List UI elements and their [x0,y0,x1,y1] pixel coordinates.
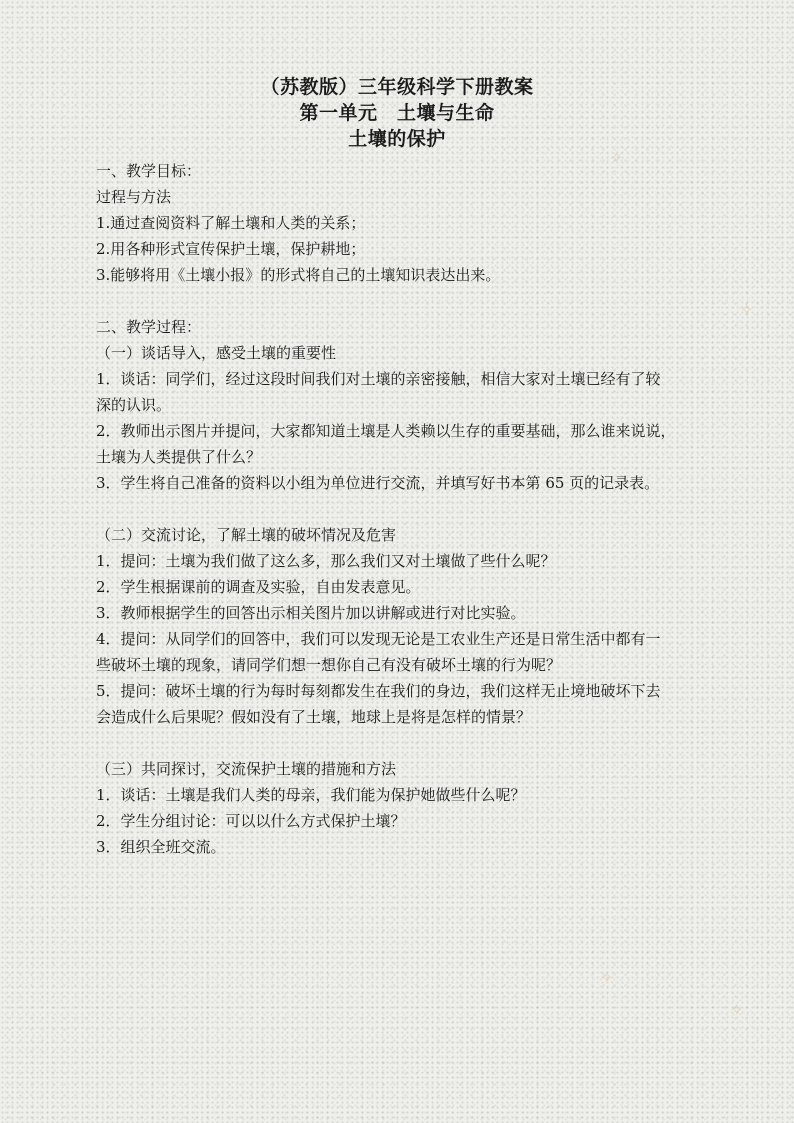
text-line: 1．谈话：同学们，经过这段时间我们对土壤的亲密接触，相信大家对土壤已经有了较 [96,370,661,388]
text-line: （二）交流讨论，了解土壤的破坏情况及危害 [96,526,397,544]
text-line: 4．提问：从同学们的回答中，我们可以发现无论是工农业生产还是日常生活中都有一 [96,630,661,648]
text-line: 2.用各种形式宣传保护土壤，保护耕地； [96,240,366,258]
watermark-mark: ✧ [610,148,624,167]
watermark-mark: ✧ [730,1000,744,1019]
text-line: 1.通过查阅资料了解土壤和人类的关系； [96,214,366,232]
text-line: 1．提问：土壤为我们做了这么多，那么我们又对土壤做了些什么呢？ [96,552,556,570]
text-line: 1．谈话：土壤是我们人类的母亲，我们能为保护她做些什么呢？ [96,786,526,804]
unit-title: 第一单元 土壤与生命 [299,102,495,124]
text-line: 2．学生分组讨论：可以以什么方式保护土壤？ [96,812,406,830]
text-line: （三）共同探讨，交流保护土壤的措施和方法 [96,760,397,778]
text-line: 些破坏土壤的现象，请同学们想一想你自己有没有破坏土壤的行为呢？ [96,656,562,674]
text-line: 2．教师出示图片并提问，大家都知道土壤是人类赖以生存的重要基础，那么谁来说说， [96,422,676,440]
text-line: 3．学生将自己准备的资料以小组为单位进行交流，并填写好书本第 65 页的记录表。 [96,474,660,492]
text-line: 土壤为人类提供了什么？ [96,448,262,466]
text-line: 5．提问：破坏土壤的行为每时每刻都发生在我们的身边，我们这样无止境地破坏下去 [96,682,661,700]
blank-line [96,496,706,522]
watermark-mark: ✧ [600,968,614,987]
blank-line [96,288,706,314]
text-line: 过程与方法 [96,188,172,206]
text-line: （一）谈话导入，感受土壤的重要性 [96,344,337,362]
title-block [0,74,794,152]
text-line: 会造成什么后果呢？假如没有了土壤，地球上是将是怎样的情景？ [96,708,532,726]
text-line: 3.能够将用《土壤小报》的形式将自己的土壤知识表达出来。 [96,266,501,284]
lesson-title: 土壤的保护 [348,128,446,150]
text-line: 深的认识。 [96,396,172,414]
text-line: 3．教师根据学生的回答出示相关图片加以讲解或进行对比实验。 [96,604,526,622]
document-title: （苏教版）三年级科学下册教案 [260,76,534,98]
text-line: 二、教学过程： [96,318,202,336]
text-line: 2．学生根据课前的调查及实验，自由发表意见。 [96,578,421,596]
text-line: 一、教学目标： [96,162,202,180]
text-line: 3．组织全班交流。 [96,838,226,856]
blank-line [96,730,706,756]
watermark-mark: ✧ [740,300,754,319]
document-body [96,158,706,860]
